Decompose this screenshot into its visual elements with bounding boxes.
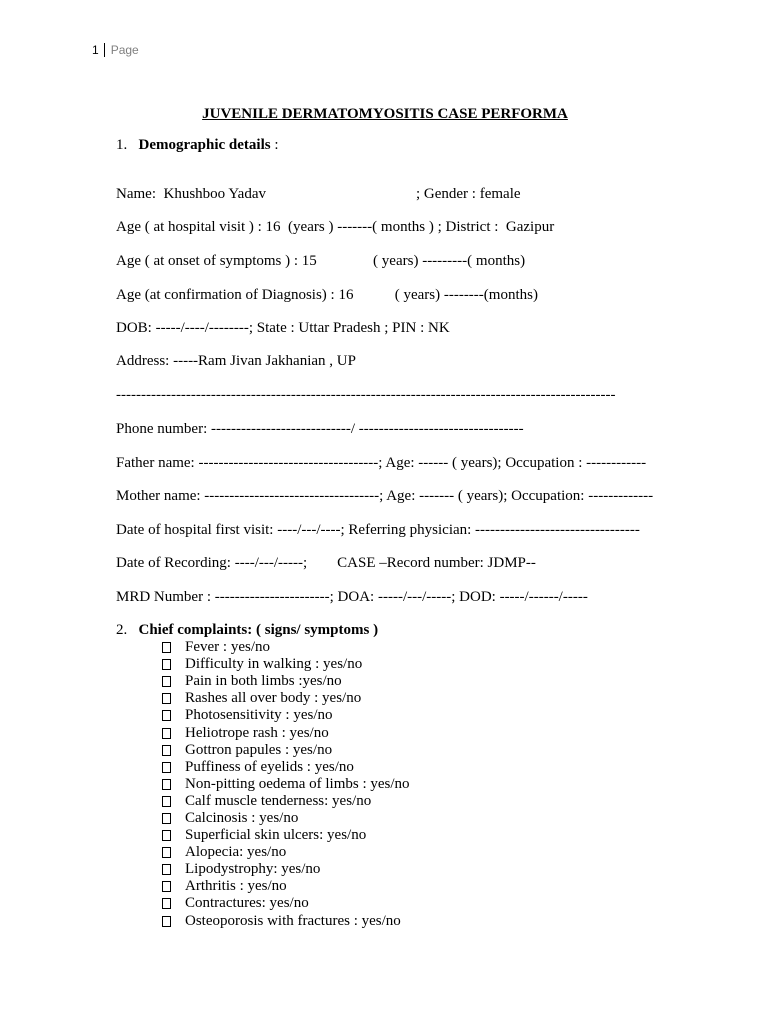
complaint-label: Calcinosis : yes/no xyxy=(185,809,299,826)
checkbox-icon[interactable] xyxy=(162,796,171,807)
form-field-line: Father name: ------------------------------------; Age: ------ ( years); Occupation : ------------ xyxy=(116,455,647,471)
list-item xyxy=(162,690,410,707)
checkbox-icon[interactable] xyxy=(162,864,171,875)
form-field-line: Mother name: -----------------------------------; Age: ------- ( years); Occupation: ------------- xyxy=(116,488,654,504)
complaint-label: Pain in both limbs :yes/no xyxy=(185,673,342,690)
form-field-line: Date of Recording: ----/---/-----; CASE –Record number: JDMP-- xyxy=(116,555,536,571)
checkbox-icon[interactable] xyxy=(162,762,171,773)
page-number: 1 xyxy=(92,43,99,57)
complaint-label: Photosensitivity : yes/no xyxy=(185,707,333,724)
list-item xyxy=(162,827,410,844)
list-item xyxy=(162,707,410,724)
checkbox-icon[interactable] xyxy=(162,710,171,721)
list-item xyxy=(162,913,410,930)
checkbox-icon[interactable] xyxy=(162,659,171,670)
list-item xyxy=(162,656,410,673)
list-item xyxy=(162,759,410,776)
form-field-line: Date of hospital first visit: ----/---/----; Referring physician: --------------------------------- xyxy=(116,522,640,538)
complaint-label: Superficial skin ulcers: yes/no xyxy=(185,827,367,844)
section-heading: Chief complaints: ( signs/ symptoms ) xyxy=(138,622,379,638)
checkbox-icon[interactable] xyxy=(162,916,171,927)
list-item xyxy=(162,861,410,878)
list-item xyxy=(162,878,410,895)
checkbox-icon[interactable] xyxy=(162,813,171,824)
page-header xyxy=(92,43,139,57)
complaint-label: Alopecia: yes/no xyxy=(185,844,287,861)
list-item xyxy=(162,776,410,793)
checkbox-icon[interactable] xyxy=(162,676,171,687)
list-item xyxy=(162,639,410,656)
section-complaints-heading xyxy=(116,622,378,639)
form-field-line: DOB: -----/----/--------; State : Uttar Pradesh ; PIN : NK xyxy=(116,320,450,336)
form-field-line: Name: Khushboo Yadav ; Gender : female xyxy=(116,186,521,202)
list-item xyxy=(162,810,410,827)
complaint-label: Lipodystrophy: yes/no xyxy=(185,861,321,878)
section-number: 2. xyxy=(116,622,128,638)
complaint-label: Difficulty in walking : yes/no xyxy=(185,656,363,673)
document-title xyxy=(0,106,768,123)
section-heading: Demographic details xyxy=(138,137,271,153)
checkbox-icon[interactable] xyxy=(162,847,171,858)
form-field-line: Age ( at onset of symptoms ) : 15 ( years) ---------( months) xyxy=(116,253,526,269)
section-number: 1. xyxy=(116,137,128,153)
form-field-line: Address: -----Ram Jivan Jakhanian , UP xyxy=(116,353,356,369)
checkbox-icon[interactable] xyxy=(162,830,171,841)
form-field-line: Age ( at hospital visit ) : 16 (years ) -------( months ) ; District : Gazipur xyxy=(116,219,555,235)
header-divider xyxy=(104,43,105,57)
complaints-list xyxy=(162,639,410,930)
list-item xyxy=(162,724,410,741)
complaint-label: Non-pitting oedema of limbs : yes/no xyxy=(185,775,410,792)
checkbox-icon[interactable] xyxy=(162,745,171,756)
complaint-label: Contractures: yes/no xyxy=(185,895,309,912)
checkbox-icon[interactable] xyxy=(162,898,171,909)
checkbox-icon[interactable] xyxy=(162,779,171,790)
form-field-line: Age (at confirmation of Diagnosis) : 16 ( years) --------(months) xyxy=(116,287,538,303)
list-item xyxy=(162,673,410,690)
complaint-label: Arthritis : yes/no xyxy=(185,878,287,895)
checkbox-icon[interactable] xyxy=(162,881,171,892)
checkbox-icon[interactable] xyxy=(162,642,171,653)
complaint-label: Fever : yes/no xyxy=(185,639,270,656)
complaint-label: Rashes all over body : yes/no xyxy=(185,690,362,707)
checkbox-icon[interactable] xyxy=(162,693,171,704)
section-demographic-heading xyxy=(116,137,279,154)
checkbox-icon[interactable] xyxy=(162,728,171,739)
complaint-label: Gottron papules : yes/no xyxy=(185,741,333,758)
form-field-line: MRD Number : -----------------------; DOA: -----/---/-----; DOD: -----/------/----- xyxy=(116,589,588,605)
complaint-label: Puffiness of eyelids : yes/no xyxy=(185,758,354,775)
form-field-line: ---------------------------------------------------------------------------------------------------- xyxy=(116,387,616,403)
list-item xyxy=(162,895,410,912)
section-heading-suffix: : xyxy=(270,137,279,153)
page-label: Page xyxy=(110,43,139,57)
form-field-line: Phone number: ----------------------------/ --------------------------------- xyxy=(116,421,524,437)
complaint-label: Osteoporosis with fractures : yes/no xyxy=(185,912,401,929)
complaint-label: Calf muscle tenderness: yes/no xyxy=(185,792,372,809)
document-title-text: JUVENILE DERMATOMYOSITIS CASE PERFORMA xyxy=(202,106,568,122)
complaint-label: Heliotrope rash : yes/no xyxy=(185,724,329,741)
list-item xyxy=(162,742,410,759)
list-item xyxy=(162,844,410,861)
list-item xyxy=(162,793,410,810)
